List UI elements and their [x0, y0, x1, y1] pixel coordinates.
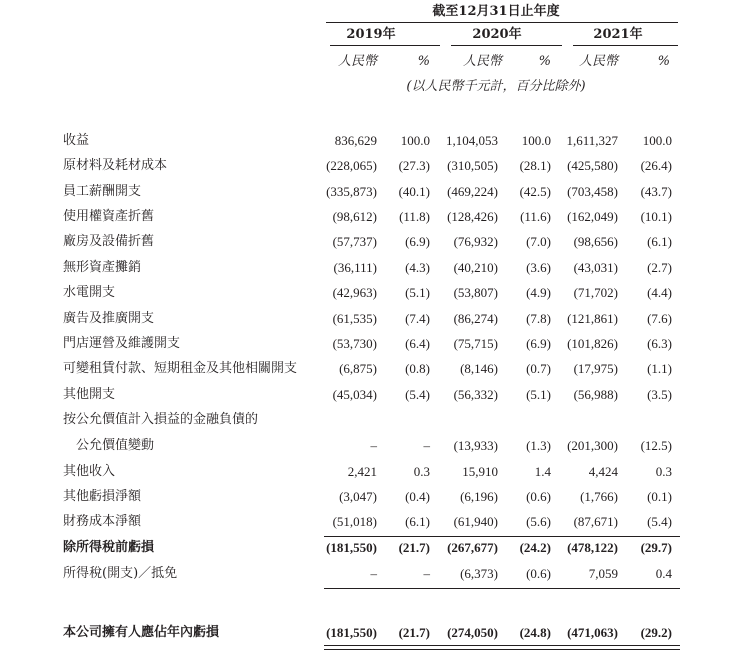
- cell-pct-2019: (40.1): [398, 184, 430, 199]
- cell-rmb-2020: (40,210): [453, 260, 498, 275]
- table-row: [0, 464, 750, 489]
- cell-rmb-2019: (181,550): [326, 540, 377, 555]
- cell-pct-2021: 0.4: [655, 566, 672, 581]
- cell-pct-2021: (1.1): [647, 361, 672, 376]
- cell-pct-2020: (24.2): [519, 540, 551, 555]
- cell-rmb-2020: (56,332): [453, 387, 498, 402]
- row-label: 其他開支: [63, 387, 116, 402]
- cell-rmb-2020: (75,715): [453, 336, 498, 351]
- cell-rmb-2019: (3,047): [339, 489, 377, 504]
- cell-rmb-2021: (56,988): [573, 387, 618, 402]
- cell-pct-2021: (12.5): [640, 438, 672, 453]
- year-2020-rule: [451, 45, 562, 46]
- table-row: [0, 184, 750, 209]
- cell-pct-2021: (7.6): [647, 311, 672, 326]
- cell-pct-2020: (6.9): [526, 336, 551, 351]
- cell-pct-2019: 0.3: [413, 464, 430, 479]
- cell-rmb-2020: (310,505): [447, 158, 498, 173]
- year-2019-rule: [330, 45, 440, 46]
- cell-rmb-2020: (86,274): [453, 311, 498, 326]
- cell-pct-2019: –: [423, 438, 430, 453]
- cell-rmb-2020: (6,373): [460, 566, 498, 581]
- table-row: [0, 336, 750, 361]
- cell-rmb-2020: 15,910: [462, 464, 498, 479]
- cell-rmb-2021: (162,049): [567, 209, 618, 224]
- table-row: [0, 361, 750, 386]
- row-label: 其他收入: [63, 464, 116, 479]
- cell-rmb-2020: (274,050): [447, 625, 498, 640]
- cell-pct-2019: (4.3): [405, 260, 430, 275]
- row-label: 廠房及設備折舊: [63, 234, 155, 249]
- period-title: 截至12月31日止年度: [432, 4, 560, 19]
- row-label: 其他虧損淨額: [63, 489, 142, 504]
- row-label: 水電開支: [63, 285, 116, 300]
- col-rmb-2021: 人民幣: [578, 54, 618, 69]
- cell-pct-2020: (3.6): [526, 260, 551, 275]
- cell-pct-2019: (21.7): [398, 540, 430, 555]
- cell-rmb-2021: (87,671): [573, 514, 618, 529]
- table-row: [0, 412, 750, 437]
- cell-rmb-2019: (51,018): [332, 514, 377, 529]
- cell-pct-2019: (0.4): [405, 489, 430, 504]
- table-row: [0, 311, 750, 336]
- cell-rmb-2021: (43,031): [573, 260, 618, 275]
- cell-pct-2020: (0.6): [526, 489, 551, 504]
- row-label: 門店運營及維護開支: [63, 336, 181, 351]
- row-label: 收益: [63, 133, 90, 148]
- cell-rmb-2021: (71,702): [573, 285, 618, 300]
- table-row: [0, 260, 750, 285]
- col-pct-2021: %: [657, 54, 670, 69]
- cell-pct-2021: (2.7): [647, 260, 672, 275]
- cell-pct-2019: (6.4): [405, 336, 430, 351]
- cell-rmb-2021: 4,424: [588, 464, 618, 479]
- table-row: [0, 158, 750, 183]
- col-rmb-2019: 人民幣: [337, 54, 377, 69]
- cell-rmb-2019: (335,873): [326, 184, 377, 199]
- table-row: [0, 489, 750, 514]
- cell-pct-2020: (5.1): [526, 387, 551, 402]
- cell-rmb-2020: 1,104,053: [446, 133, 498, 148]
- cell-rmb-2020: (128,426): [447, 209, 498, 224]
- cell-pct-2021: (3.5): [647, 387, 672, 402]
- cell-pct-2021: 100.0: [642, 133, 672, 148]
- cell-pct-2019: (21.7): [398, 625, 430, 640]
- cell-pct-2021: (10.1): [640, 209, 672, 224]
- col-pct-2020: %: [538, 54, 551, 69]
- cell-pct-2020: 100.0: [521, 133, 551, 148]
- cell-rmb-2019: –: [370, 438, 377, 453]
- row-label: 公允價值變動: [76, 438, 155, 453]
- cell-pct-2019: (7.4): [405, 311, 430, 326]
- cell-rmb-2020: (13,933): [453, 438, 498, 453]
- unit-note: (以人民幣千元計，百分比除外): [406, 79, 586, 94]
- cell-pct-2019: (27.3): [398, 158, 430, 173]
- cell-rmb-2021: (201,300): [567, 438, 618, 453]
- cell-pct-2019: (6.1): [405, 514, 430, 529]
- table-row: [0, 133, 750, 158]
- cell-rmb-2021: (101,826): [567, 336, 618, 351]
- cell-pct-2021: 0.3: [655, 464, 672, 479]
- cell-rmb-2021: (1,766): [580, 489, 618, 504]
- cell-pct-2021: (5.4): [647, 514, 672, 529]
- cell-rmb-2019: (42,963): [332, 285, 377, 300]
- cell-pct-2021: (29.2): [640, 625, 672, 640]
- period-title-rule: [326, 22, 678, 23]
- cell-pct-2020: (0.7): [526, 361, 551, 376]
- cell-rmb-2019: 836,629: [334, 133, 377, 148]
- year-2020: 2020年: [472, 27, 522, 42]
- cell-rmb-2019: (6,875): [339, 361, 377, 376]
- rule-tax: [324, 588, 680, 589]
- table-row: [0, 438, 750, 463]
- cell-pct-2020: (42.5): [519, 184, 551, 199]
- row-label: 廣告及推廣開支: [63, 311, 155, 326]
- cell-pct-2019: (0.8): [405, 361, 430, 376]
- cell-rmb-2020: (61,940): [453, 514, 498, 529]
- cell-pct-2019: (5.1): [405, 285, 430, 300]
- row-label: 本公司擁有人應佔年內虧損: [63, 625, 220, 640]
- table-row: [0, 285, 750, 310]
- cell-pct-2020: (24.8): [519, 625, 551, 640]
- row-label: 使用權資產折舊: [63, 209, 155, 224]
- table-row: [0, 234, 750, 259]
- table-row: [0, 540, 750, 565]
- cell-rmb-2020: (267,677): [447, 540, 498, 555]
- cell-rmb-2019: (181,550): [326, 625, 377, 640]
- year-2019: 2019年: [346, 27, 396, 42]
- row-label: 除所得稅前虧損: [63, 540, 155, 555]
- cell-rmb-2021: (17,975): [573, 361, 618, 376]
- cell-rmb-2019: (36,111): [333, 260, 377, 275]
- cell-rmb-2019: 2,421: [347, 464, 377, 479]
- cell-rmb-2019: (61,535): [332, 311, 377, 326]
- cell-pct-2019: –: [423, 566, 430, 581]
- cell-rmb-2021: (121,861): [567, 311, 618, 326]
- row-label: 可變租賃付款、短期租金及其他相關開支: [63, 361, 298, 376]
- cell-pct-2019: (11.8): [399, 209, 430, 224]
- cell-pct-2021: (6.1): [647, 234, 672, 249]
- cell-pct-2021: (4.4): [647, 285, 672, 300]
- col-rmb-2020: 人民幣: [462, 54, 502, 69]
- cell-pct-2020: (11.6): [520, 209, 551, 224]
- cell-rmb-2021: 1,611,327: [566, 133, 618, 148]
- rule-subtotal: [324, 536, 680, 537]
- cell-pct-2021: (43.7): [640, 184, 672, 199]
- cell-pct-2021: (26.4): [640, 158, 672, 173]
- year-2021: 2021年: [593, 27, 643, 42]
- row-label: 原材料及耗材成本: [63, 158, 168, 173]
- cell-rmb-2021: 7,059: [588, 566, 618, 581]
- row-label: 所得稅(開支)／抵免: [63, 566, 178, 581]
- cell-pct-2020: 1.4: [534, 464, 551, 479]
- cell-rmb-2021: (471,063): [567, 625, 618, 640]
- row-label: 財務成本淨額: [63, 514, 142, 529]
- cell-rmb-2020: (8,146): [460, 361, 498, 376]
- cell-pct-2019: (5.4): [405, 387, 430, 402]
- row-label: 員工薪酬開支: [63, 184, 142, 199]
- row-label: 按公允價值計入損益的金融負債的: [63, 412, 259, 427]
- cell-rmb-2020: (6,196): [460, 489, 498, 504]
- cell-rmb-2020: (53,807): [453, 285, 498, 300]
- table-row: [0, 387, 750, 412]
- cell-rmb-2021: (425,580): [567, 158, 618, 173]
- cell-pct-2020: (5.6): [526, 514, 551, 529]
- cell-rmb-2019: –: [370, 566, 377, 581]
- cell-rmb-2019: (98,612): [332, 209, 377, 224]
- cell-rmb-2021: (703,458): [567, 184, 618, 199]
- cell-pct-2020: (0.6): [526, 566, 551, 581]
- table-row: [0, 209, 750, 234]
- year-2021-rule: [573, 45, 678, 46]
- cell-rmb-2020: (469,224): [447, 184, 498, 199]
- cell-pct-2019: (6.9): [405, 234, 430, 249]
- cell-pct-2020: (1.3): [526, 438, 551, 453]
- row-label: 無形資產攤銷: [63, 260, 142, 275]
- cell-pct-2020: (7.0): [526, 234, 551, 249]
- cell-rmb-2020: (76,932): [453, 234, 498, 249]
- cell-rmb-2019: (57,737): [332, 234, 377, 249]
- cell-pct-2021: (0.1): [647, 489, 672, 504]
- cell-rmb-2021: (478,122): [567, 540, 618, 555]
- cell-pct-2019: 100.0: [400, 133, 430, 148]
- cell-pct-2020: (7.8): [526, 311, 551, 326]
- col-pct-2019: %: [417, 54, 430, 69]
- cell-pct-2020: (28.1): [519, 158, 551, 173]
- cell-pct-2021: (6.3): [647, 336, 672, 351]
- cell-rmb-2019: (228,065): [326, 158, 377, 173]
- cell-pct-2020: (4.9): [526, 285, 551, 300]
- cell-rmb-2019: (45,034): [332, 387, 377, 402]
- cell-rmb-2021: (98,656): [573, 234, 618, 249]
- cell-rmb-2019: (53,730): [332, 336, 377, 351]
- rule-total: [324, 645, 680, 650]
- cell-pct-2021: (29.7): [640, 540, 672, 555]
